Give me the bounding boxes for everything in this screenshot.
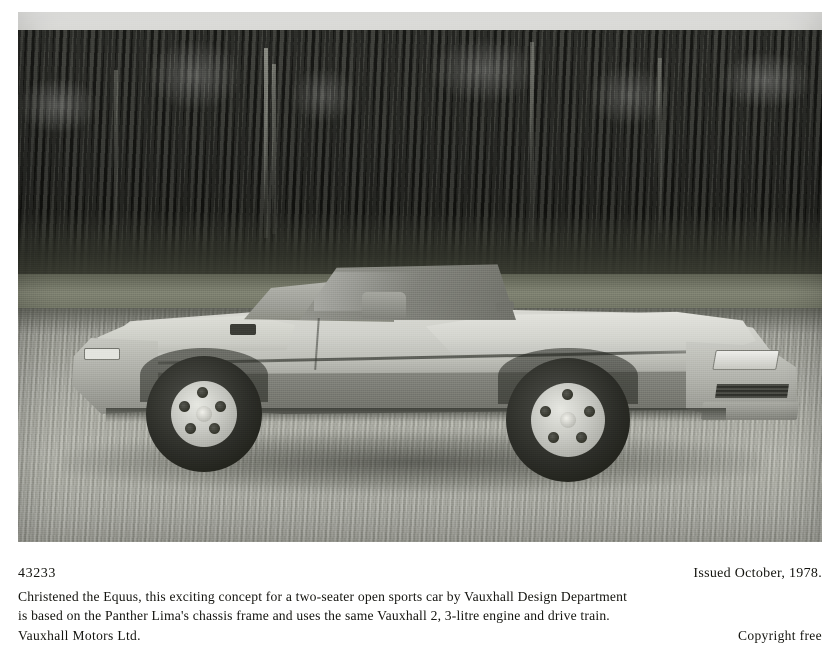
- rim-hole: [185, 423, 196, 434]
- tree-trunk: [114, 70, 118, 230]
- rim-hub-cap: [196, 406, 212, 422]
- photograph: [18, 12, 822, 542]
- rim-hole: [197, 387, 208, 398]
- issue-date: Issued October, 1978.: [693, 566, 822, 581]
- tree-trunk: [658, 58, 662, 233]
- car-rear-wheel-rim: [171, 381, 237, 447]
- caption-header-row: [18, 564, 822, 583]
- rim-hole: [576, 432, 587, 443]
- caption-text: [18, 588, 822, 626]
- car-rear-wheel: [146, 356, 262, 472]
- car-front-wheel-rim: [531, 383, 605, 457]
- car-front-wheel: [506, 358, 630, 482]
- caption-line-1: Christened the Equus, this exciting concept for a two-seater open sports car by Vauxhall Design Department: [18, 589, 628, 605]
- concept-car: [66, 252, 806, 467]
- caption-line-2: is based on the Panther Lima's chassis frame and uses the same Vauxhall 2, 3-litre engine and drive train.: [18, 608, 610, 624]
- photograph-image: [18, 12, 822, 542]
- car-headlight: [712, 350, 780, 370]
- car-door-handle: [230, 324, 256, 335]
- treeline-region: [18, 30, 822, 282]
- caption-footer-row: [18, 627, 822, 646]
- car-headrest: [362, 292, 406, 318]
- rights-notice: Copyright free: [737, 627, 822, 643]
- caption-block: [18, 564, 822, 645]
- reference-number: 43233: [18, 566, 56, 581]
- rim-hub-cap: [560, 412, 576, 428]
- tree-trunk: [272, 64, 276, 234]
- car-taillight: [84, 348, 120, 360]
- rim-hole: [548, 432, 559, 443]
- issuer-name: Vauxhall Motors Ltd.: [18, 627, 141, 643]
- rim-hole: [209, 423, 220, 434]
- rim-hole: [179, 401, 190, 412]
- car-wing-mirror: [496, 301, 515, 312]
- rim-hole: [584, 406, 595, 417]
- tree-trunk: [264, 48, 268, 238]
- rim-hole: [540, 406, 551, 417]
- car-grille: [715, 384, 789, 398]
- rim-hole: [215, 401, 226, 412]
- tree-trunk: [530, 42, 534, 242]
- rim-hole: [562, 389, 573, 400]
